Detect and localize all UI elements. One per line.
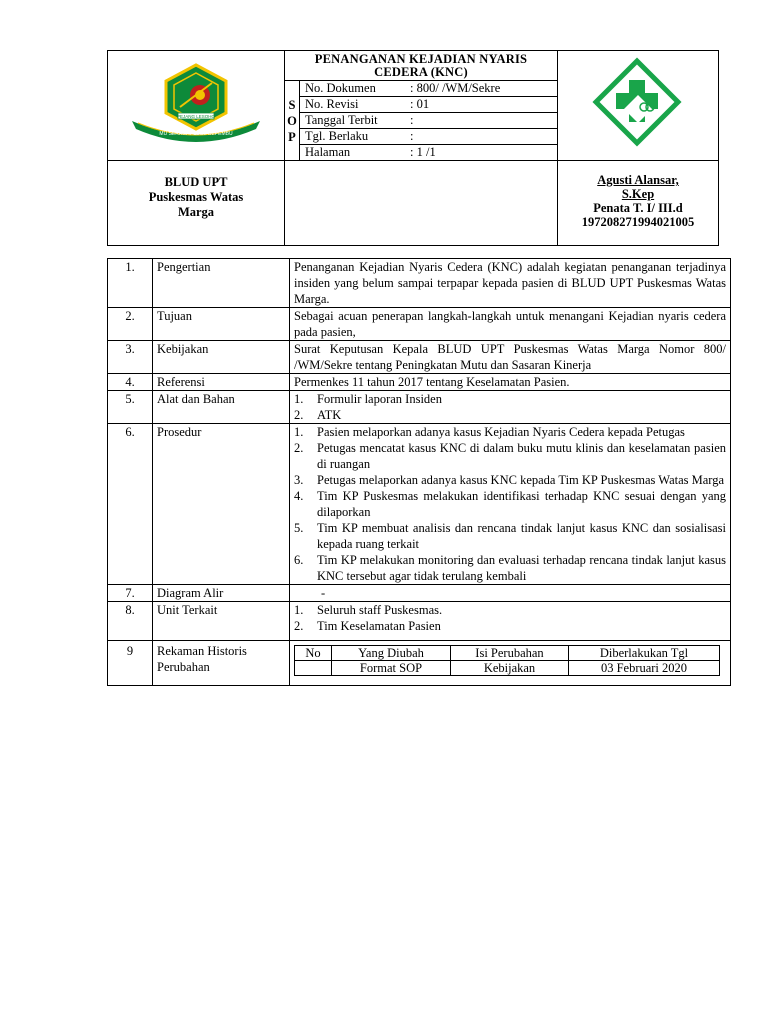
list-item: 2. ATK bbox=[294, 408, 342, 422]
kebijakan-text: Surat Keputusan Kepala BLUD UPT Puskesmas Watas Marga Nomor 800/ /WM/Sekre tentang Peningkatan Mutu dan Sasaran Kinerja bbox=[290, 341, 731, 374]
signer-name-line1: Agusti Alansar, bbox=[597, 173, 679, 187]
empty-cell bbox=[285, 161, 558, 246]
list-item: 2. Petugas mencatat kasus KNC di dalam buku mutu klinis dan keselamatan pasien di ruangan bbox=[294, 441, 726, 471]
row-kebijakan: 3. Kebijakan Surat Keputusan Kepala BLUD UPT Puskesmas Watas Marga Nomor 800/ /WM/Sekre tentang Peningkatan Mutu dan Sasaran Kinerja bbox=[108, 341, 731, 374]
tanggal-terbit-value: : bbox=[405, 113, 557, 129]
sop-info-table bbox=[285, 80, 557, 160]
tujuan-text: Sebagai acuan penerapan langkah-langkah untuk menangani Kejadian nyaris cedera pada pasien, bbox=[290, 308, 731, 341]
tanggal-terbit-label: Tanggal Terbit bbox=[300, 113, 406, 129]
list-item: 1. Pasien melaporkan adanya kasus Kejadian Nyaris Cedera kepada Petugas bbox=[294, 425, 685, 439]
title-cell bbox=[285, 51, 558, 161]
referensi-text: Permenkes 11 tahun 2017 tentang Keselamatan Pasien. bbox=[290, 374, 731, 391]
history-header: Isi Perubahan bbox=[451, 646, 569, 661]
prosedur-list bbox=[294, 424, 726, 584]
history-header: No bbox=[295, 646, 332, 661]
doc-title-line1: PENANGANAN KEJADIAN NYARIS bbox=[314, 52, 528, 66]
sop-header-table bbox=[107, 50, 719, 246]
row-referensi: 4. Referensi Permenkes 11 tahun 2017 tentang Keselamatan Pasien. bbox=[108, 374, 731, 391]
no-dokumen-value: : 800/ /WM/Sekre bbox=[405, 81, 557, 97]
no-revisi-label: No. Revisi bbox=[300, 97, 406, 113]
history-cell: Format SOP bbox=[332, 661, 451, 676]
row-unit-terkait: 8. Unit Terkait 1. Seluruh staff Puskesmas. 2. Tim Keselamatan Pasien bbox=[108, 602, 731, 641]
tgl-berlaku-label: Tgl. Berlaku bbox=[300, 129, 406, 145]
signer-name-line2: S.Kep bbox=[621, 187, 655, 201]
row-pengertian: 1. Pengertian Penanganan Kejadian Nyaris Cedera (KNC) adalah kegiatan penanganan terjadinya insiden yang belum sampai terpapar kepada pasien di BLUD UPT Puskesmas Watas Marga. bbox=[108, 259, 731, 308]
history-cell bbox=[295, 661, 332, 676]
right-logo-cell bbox=[558, 51, 719, 161]
org-name-line2: Puskesmas Watas bbox=[148, 190, 244, 204]
svg-text:PEJANG LESOHO: PEJANG LESOHO bbox=[176, 114, 216, 119]
kemenag-logo-icon bbox=[108, 51, 284, 153]
sop-label: S O P bbox=[285, 81, 300, 161]
unit-list bbox=[294, 602, 726, 634]
svg-text:MU SERAGAT LEGE BEPEMBU: MU SERAGAT LEGE BEPEMBU bbox=[159, 131, 233, 137]
history-table bbox=[294, 645, 720, 676]
list-item: 4. Tim KP Puskesmas melakukan identifikasi terhadap KNC sesuai dengan yang dilaporkan bbox=[294, 489, 726, 519]
row-prosedur: 6. Prosedur 1. Pasien melaporkan adanya kasus Kejadian Nyaris Cedera kepada Petugas 2. Petugas mencatat kasus KNC di dalam buku mutu klinis dan keselamatan pasien di ruangan 3. Petugas melaporkan adanya kasus KNC kepada Tim KP Puskesmas Watas Marga 4. Tim KP Puskesmas melakukan identifikasi terhadap KNC sesuai dengan yang dilaporkan 5. Tim KP membuat analisis dan rencana tindak lanjut kasus KNC dan sosialisasi kepada ruang terkait 6. Tim KP melakukan monitoring dan evaluasi terhadap rencana tindak lanjut kasus KNC tersebut agar tidak terulang kembali bbox=[108, 424, 731, 585]
history-cell: 03 Februari 2020 bbox=[569, 661, 720, 676]
diagram-text: - bbox=[321, 586, 326, 600]
tgl-berlaku-value: : bbox=[405, 129, 557, 145]
sop-content-table bbox=[107, 258, 731, 686]
no-dokumen-label: No. Dokumen bbox=[300, 81, 406, 97]
org-name-line3: Marga bbox=[177, 205, 215, 219]
doc-title-line2: CEDERA (KNC) bbox=[374, 65, 468, 79]
history-header: Diberlakukan Tgl bbox=[569, 646, 720, 661]
halaman-label: Halaman bbox=[300, 145, 406, 161]
history-cell: Kebijakan bbox=[451, 661, 569, 676]
signature-cell bbox=[558, 161, 719, 246]
row-alat-bahan: 5. Alat dan Bahan 1. Formulir laporan Insiden 2. ATK bbox=[108, 391, 731, 424]
signer-nip: 197208271994021005 bbox=[581, 215, 695, 229]
list-item: 6. Tim KP melakukan monitoring dan evaluasi terhadap rencana tindak lanjut kasus KNC tersebut agar tidak terulang kembali bbox=[294, 553, 726, 583]
puskesmas-logo-icon bbox=[558, 51, 716, 153]
row-diagram-alir: 7. Diagram Alir - bbox=[108, 585, 731, 602]
list-item: 5. Tim KP membuat analisis dan rencana tindak lanjut kasus KNC dan sosialisasi kepada ruang terkait bbox=[294, 521, 726, 551]
list-item: 2. Tim Keselamatan Pasien bbox=[294, 619, 441, 633]
row-tujuan: 2. Tujuan Sebagai acuan penerapan langkah-langkah untuk menangani Kejadian nyaris cedera pada pasien, bbox=[108, 308, 731, 341]
no-revisi-value: : 01 bbox=[405, 97, 557, 113]
signer-rank: Penata T. I/ III.d bbox=[593, 201, 683, 215]
row-rekaman-historis: 9 Rekaman Historis Perubahan No Yang Diubah Isi Perubahan Diberlakukan Tgl Format SOP Kebijakan 03 Februari 2020 bbox=[108, 641, 731, 686]
org-cell bbox=[108, 161, 285, 246]
org-name-line1: BLUD UPT bbox=[164, 175, 228, 189]
list-item: 1. Formulir laporan Insiden bbox=[294, 392, 442, 406]
left-logo-cell bbox=[108, 51, 285, 161]
halaman-value: : 1 /1 bbox=[405, 145, 557, 161]
history-header: Yang Diubah bbox=[332, 646, 451, 661]
list-item: 1. Seluruh staff Puskesmas. bbox=[294, 603, 443, 617]
list-item: 3. Petugas melaporkan adanya kasus KNC kepada Tim KP Puskesmas Watas Marga bbox=[294, 473, 725, 487]
alat-list bbox=[294, 391, 726, 423]
pengertian-text: Penanganan Kejadian Nyaris Cedera (KNC) adalah kegiatan penanganan terjadinya insiden yang belum sampai terpapar kepada pasien di BLUD UPT Puskesmas Watas Marga. bbox=[290, 259, 731, 308]
